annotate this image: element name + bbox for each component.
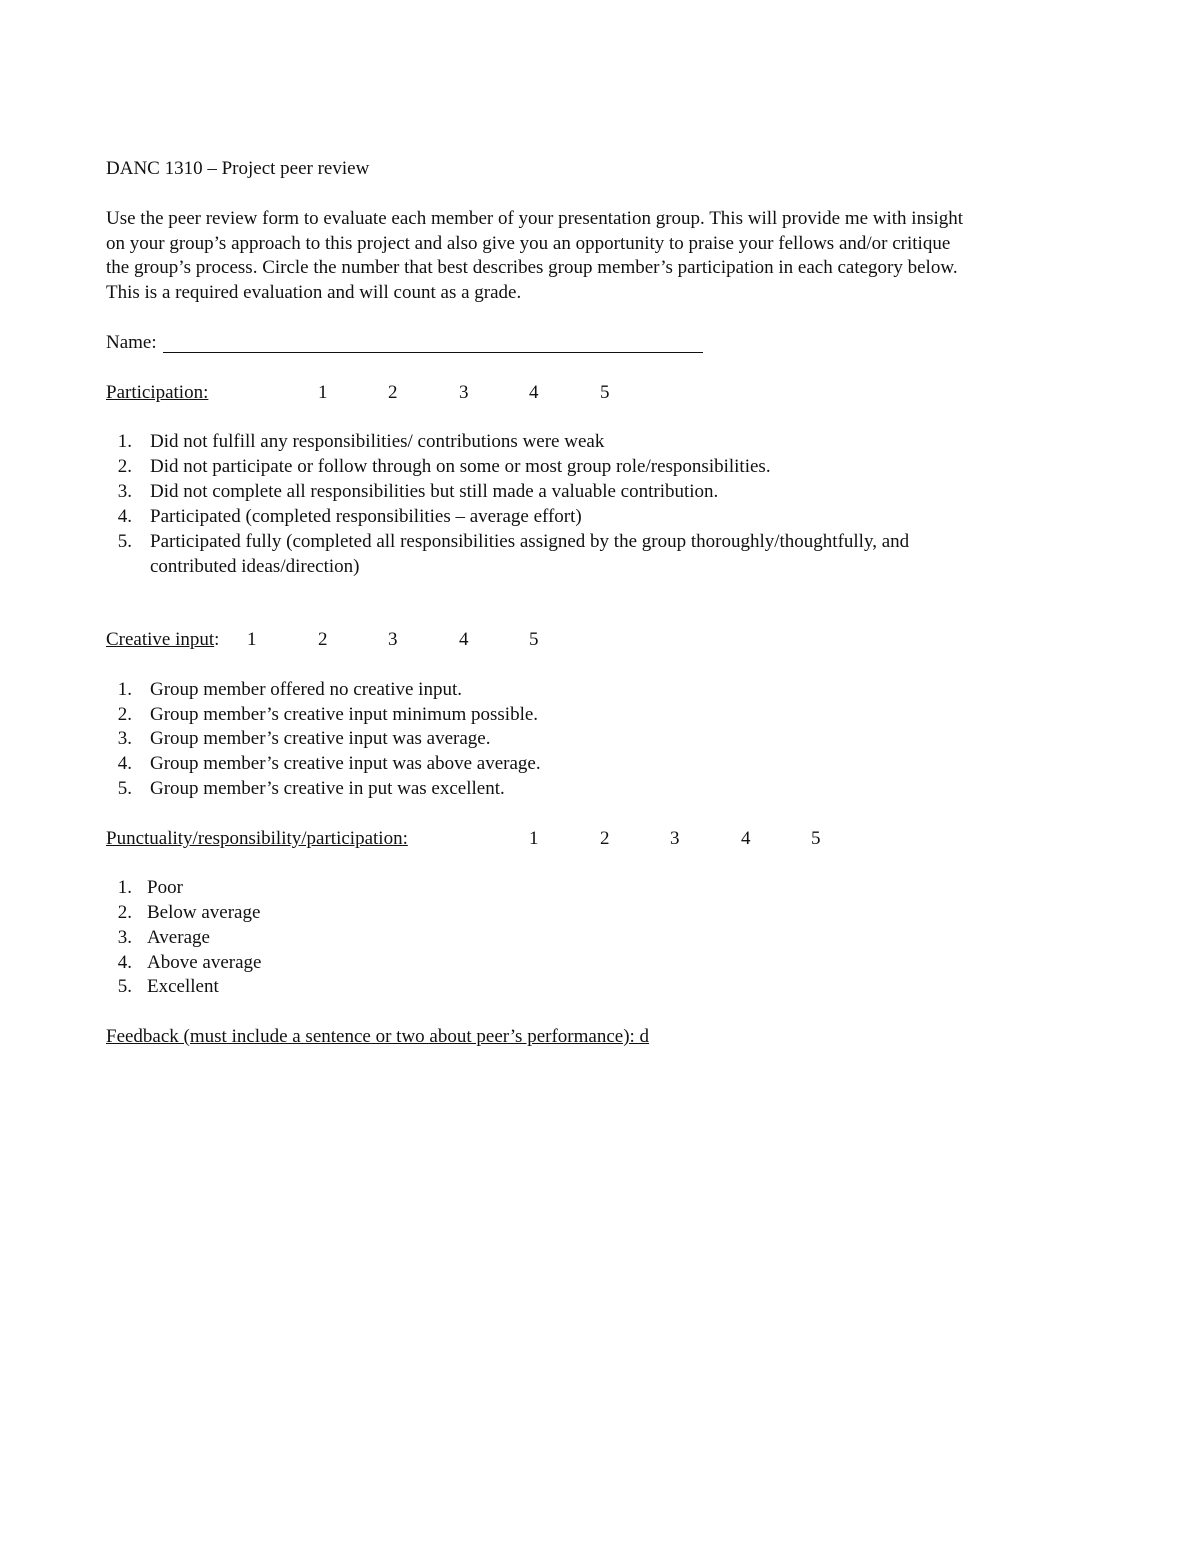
instructions-line: Use the peer review form to evaluate each member of your presentation group. This will provide me with insight xyxy=(106,208,964,229)
creative-heading xyxy=(106,628,219,652)
punctuality-rating-4[interactable]: 4 xyxy=(741,828,751,849)
list-number: 5. xyxy=(117,531,132,552)
punctuality-rating-2[interactable]: 2 xyxy=(600,828,610,849)
list-number: 3. xyxy=(117,728,132,749)
punctuality-item: Excellent xyxy=(147,976,219,997)
instructions-line: on your group’s approach to this project and also give you an opportunity to praise your fellows and/or critique xyxy=(106,232,951,254)
punctuality-item: Average xyxy=(147,927,210,948)
list-number: 5. xyxy=(117,778,132,799)
instructions-line: the group’s process. Circle the number that best describes group member’s participation in each category below. xyxy=(106,257,958,279)
participation-item-continued: contributed ideas/direction) xyxy=(150,556,360,577)
name-label: Name: xyxy=(106,332,157,353)
list-number: 2. xyxy=(117,704,132,725)
punctuality-item: Above average xyxy=(147,952,262,973)
instructions-paragraph xyxy=(106,207,1086,306)
feedback-label: Feedback (must include a sentence or two about peer’s performance): d xyxy=(106,1026,650,1047)
list-number: 4. xyxy=(117,753,132,774)
list-number: 1. xyxy=(117,679,132,700)
creative-item: Group member’s creative in put was excellent. xyxy=(150,778,505,799)
creative-rating-3[interactable]: 3 xyxy=(388,629,398,650)
document-title: DANC 1310 – Project peer review xyxy=(106,158,370,179)
instructions-line: This is a required evaluation and will count as a grade. xyxy=(106,282,522,304)
punctuality-heading: Punctuality/responsibility/participation: xyxy=(106,828,408,849)
creative-heading-colon: : xyxy=(214,629,220,650)
participation-rating-4[interactable]: 4 xyxy=(529,382,539,403)
creative-item: Group member offered no creative input. xyxy=(150,679,462,700)
creative-item: Group member’s creative input was above average. xyxy=(150,753,541,774)
participation-item: Participated (completed responsibilities – average effort) xyxy=(150,506,582,527)
list-number: 1. xyxy=(117,877,132,898)
participation-heading: Participation: xyxy=(106,382,209,403)
punctuality-rating-5[interactable]: 5 xyxy=(811,828,821,849)
list-number: 2. xyxy=(117,902,132,923)
creative-rating-4[interactable]: 4 xyxy=(459,629,469,650)
creative-rating-2[interactable]: 2 xyxy=(318,629,328,650)
creative-item: Group member’s creative input was average. xyxy=(150,728,491,749)
list-number: 5. xyxy=(117,976,132,997)
punctuality-item: Poor xyxy=(147,877,183,898)
creative-rating-5[interactable]: 5 xyxy=(529,629,539,650)
participation-rating-5[interactable]: 5 xyxy=(600,382,610,403)
participation-item: Did not complete all responsibilities but still made a valuable contribution. xyxy=(150,481,719,502)
participation-item: Did not participate or follow through on some or most group role/responsibilities. xyxy=(150,456,771,477)
list-number: 3. xyxy=(117,481,132,502)
list-number: 3. xyxy=(117,927,132,948)
list-number: 1. xyxy=(117,431,132,452)
list-number: 2. xyxy=(117,456,132,477)
punctuality-rating-3[interactable]: 3 xyxy=(670,828,680,849)
punctuality-rating-1[interactable]: 1 xyxy=(529,828,539,849)
participation-rating-3[interactable]: 3 xyxy=(459,382,469,403)
list-number: 4. xyxy=(117,952,132,973)
punctuality-item: Below average xyxy=(147,902,261,923)
creative-item: Group member’s creative input minimum possible. xyxy=(150,704,539,725)
participation-rating-1[interactable]: 1 xyxy=(318,382,328,403)
participation-item: Did not fulfill any responsibilities/ contributions were weak xyxy=(150,431,605,452)
creative-heading-text: Creative input xyxy=(106,629,215,650)
creative-rating-1[interactable]: 1 xyxy=(247,629,257,650)
participation-rating-2[interactable]: 2 xyxy=(388,382,398,403)
list-number: 4. xyxy=(117,506,132,527)
participation-item: Participated fully (completed all responsibilities assigned by the group thoroughly/thoughtfully, and xyxy=(150,531,910,552)
name-field-line[interactable] xyxy=(163,352,703,353)
